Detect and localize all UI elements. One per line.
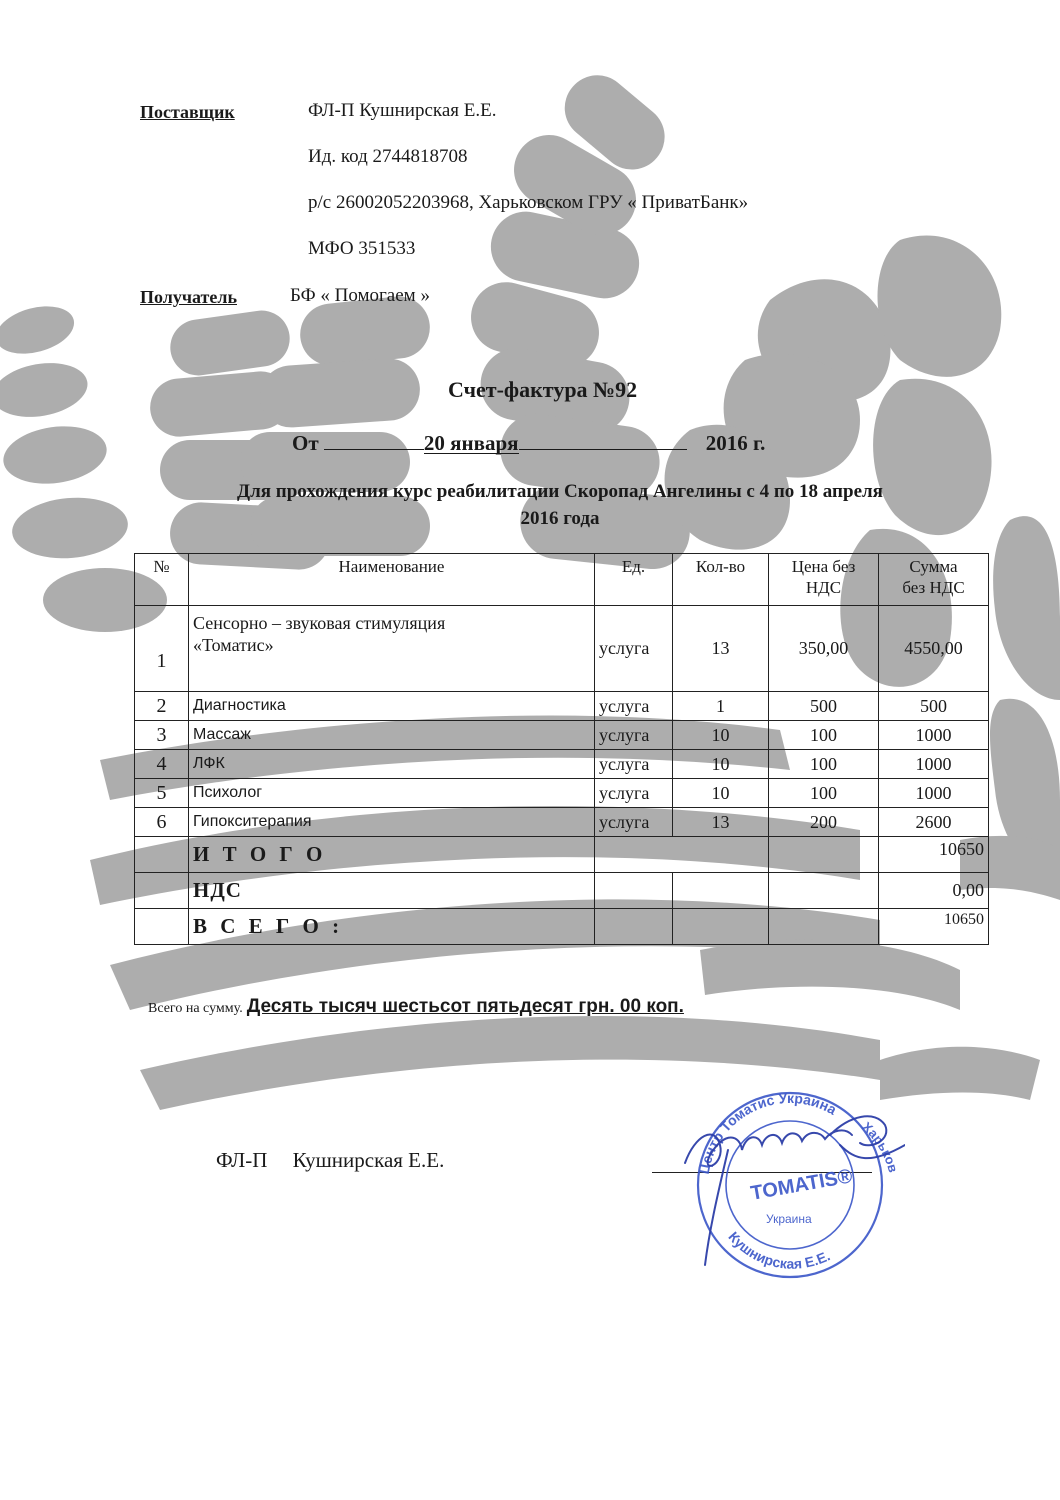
stamp-seal [680,1075,905,1285]
row-name: ЛФК [189,750,595,779]
vat-empty-qty [673,873,769,909]
subtotal-empty [135,837,189,873]
invoice-purpose [120,478,1000,532]
row-name: Массаж [189,721,595,750]
row-unit: услуга [595,606,673,692]
row-name: Психолог [189,779,595,808]
total-value: 10650 [879,909,989,945]
row-name: Диагностика [189,692,595,721]
row-num: 6 [135,808,189,837]
row-name [189,606,595,692]
header-qty: Кол-во [673,554,769,606]
recipient-label: Получатель [140,287,237,307]
date-prefix: От [292,431,319,455]
row-unit: услуга [595,808,673,837]
date-day: 20 января [423,431,519,455]
header-price [769,554,879,606]
table-row [135,606,989,692]
date-blank-left [324,427,424,450]
total-words-prefix: Всего на сумму. [148,1001,243,1016]
row-price: 100 [769,779,879,808]
supplier-id-code: Ид. код 2744818708 [308,146,468,167]
row-sum: 1000 [879,750,989,779]
signature-org: ФЛ-П [216,1148,268,1172]
subtotal-value: 10650 [879,837,989,873]
table-row [135,808,989,837]
vat-empty-price [769,873,879,909]
total-in-words [148,996,684,1018]
row-price: 500 [769,692,879,721]
header-unit: Ед. [595,554,673,606]
subtotal-label: И Т О Г О [189,837,595,873]
row-num: 1 [135,606,189,692]
vat-value: 0,00 [879,873,989,909]
total-row [135,909,989,945]
table-row [135,721,989,750]
table-row [135,750,989,779]
row-sum: 4550,00 [879,606,989,692]
row-price: 100 [769,750,879,779]
row-num: 2 [135,692,189,721]
row-sum: 500 [879,692,989,721]
row-sum: 1000 [879,721,989,750]
row-unit: услуга [595,750,673,779]
row-sum: 1000 [879,779,989,808]
purpose-line-2: 2016 года [520,508,600,529]
total-label: В С Е Г О : [189,909,595,945]
row-price: 350,00 [769,606,879,692]
vat-empty [135,873,189,909]
total-words-value: Десять тысяч шестьсот пятьдесят грн. 00 коп. [246,996,684,1017]
table-header-row [135,554,989,606]
row-num: 5 [135,779,189,808]
subtotal-empty-mid [595,837,769,873]
svg-text:Харьков: Харьков [859,1118,901,1175]
signature-name: Кушнирская Е.Е. [292,1148,445,1172]
row-qty: 1 [673,692,769,721]
row-name: Гипокситерапия [189,808,595,837]
total-empty [135,909,189,945]
supplier-name: ФЛ-П Кушнирская Е.Е. [308,100,497,121]
subtotal-empty-price [769,837,879,873]
table-row [135,779,989,808]
supplier-account: р/с 26002052203968, Харьковском ГРУ « ПриватБанк» [308,192,749,213]
header-sum [879,554,989,606]
date-year: 2016 г. [705,431,766,455]
header-price-line1: Цена без [791,557,856,576]
purpose-line-1: Для прохождения курс реабилитации Скоропад Ангелины с 4 по 18 апреля [237,481,883,502]
invoice-title: Счет-фактура №92 [448,377,638,402]
svg-text:Центр Томатис Украина: Центр Томатис Украина [695,1089,840,1176]
row-price: 100 [769,721,879,750]
row-name-line1: Сенсорно – звуковая стимуляция [193,613,446,633]
row-qty: 10 [673,721,769,750]
header-name: Наименование [189,554,595,606]
vat-row [135,873,989,909]
row-qty: 10 [673,779,769,808]
header-sum-line1: Сумма [909,557,958,576]
header-sum-line2: без НДС [902,578,965,597]
svg-text:Украина: Украина [766,1212,812,1226]
recipient-label-row [140,287,237,309]
total-empty-qty [673,909,769,945]
row-num: 3 [135,721,189,750]
signature-block [216,1148,444,1173]
row-unit: услуга [595,692,673,721]
row-qty: 13 [673,808,769,837]
row-qty: 13 [673,606,769,692]
supplier-label: Поставщик [140,102,235,122]
vat-label: НДС [189,873,595,909]
svg-text:TOMATIS®: TOMATIS® [749,1165,855,1205]
date-blank-right [519,427,687,450]
row-sum: 2600 [879,808,989,837]
supplier-mfo: МФО 351533 [308,238,416,259]
row-unit: услуга [595,779,673,808]
vat-empty-unit [595,873,673,909]
invoice-table-wrapper [134,553,989,945]
row-num: 4 [135,750,189,779]
invoice-table [134,553,989,945]
header-num: № [135,554,189,606]
supplier-label-row [140,102,235,124]
total-empty-unit [595,909,673,945]
row-qty: 10 [673,750,769,779]
header-price-line2: НДС [805,578,842,597]
invoice-date-line [292,427,765,456]
row-unit: услуга [595,721,673,750]
total-empty-price [769,909,879,945]
subtotal-row [135,837,989,873]
svg-text:Кушнирская Е.Е.: Кушнирская Е.Е. [725,1228,833,1272]
table-row [135,692,989,721]
row-name-line2: «Томатис» [193,635,274,655]
row-price: 200 [769,808,879,837]
recipient-name: БФ « Помогаем » [290,285,430,306]
